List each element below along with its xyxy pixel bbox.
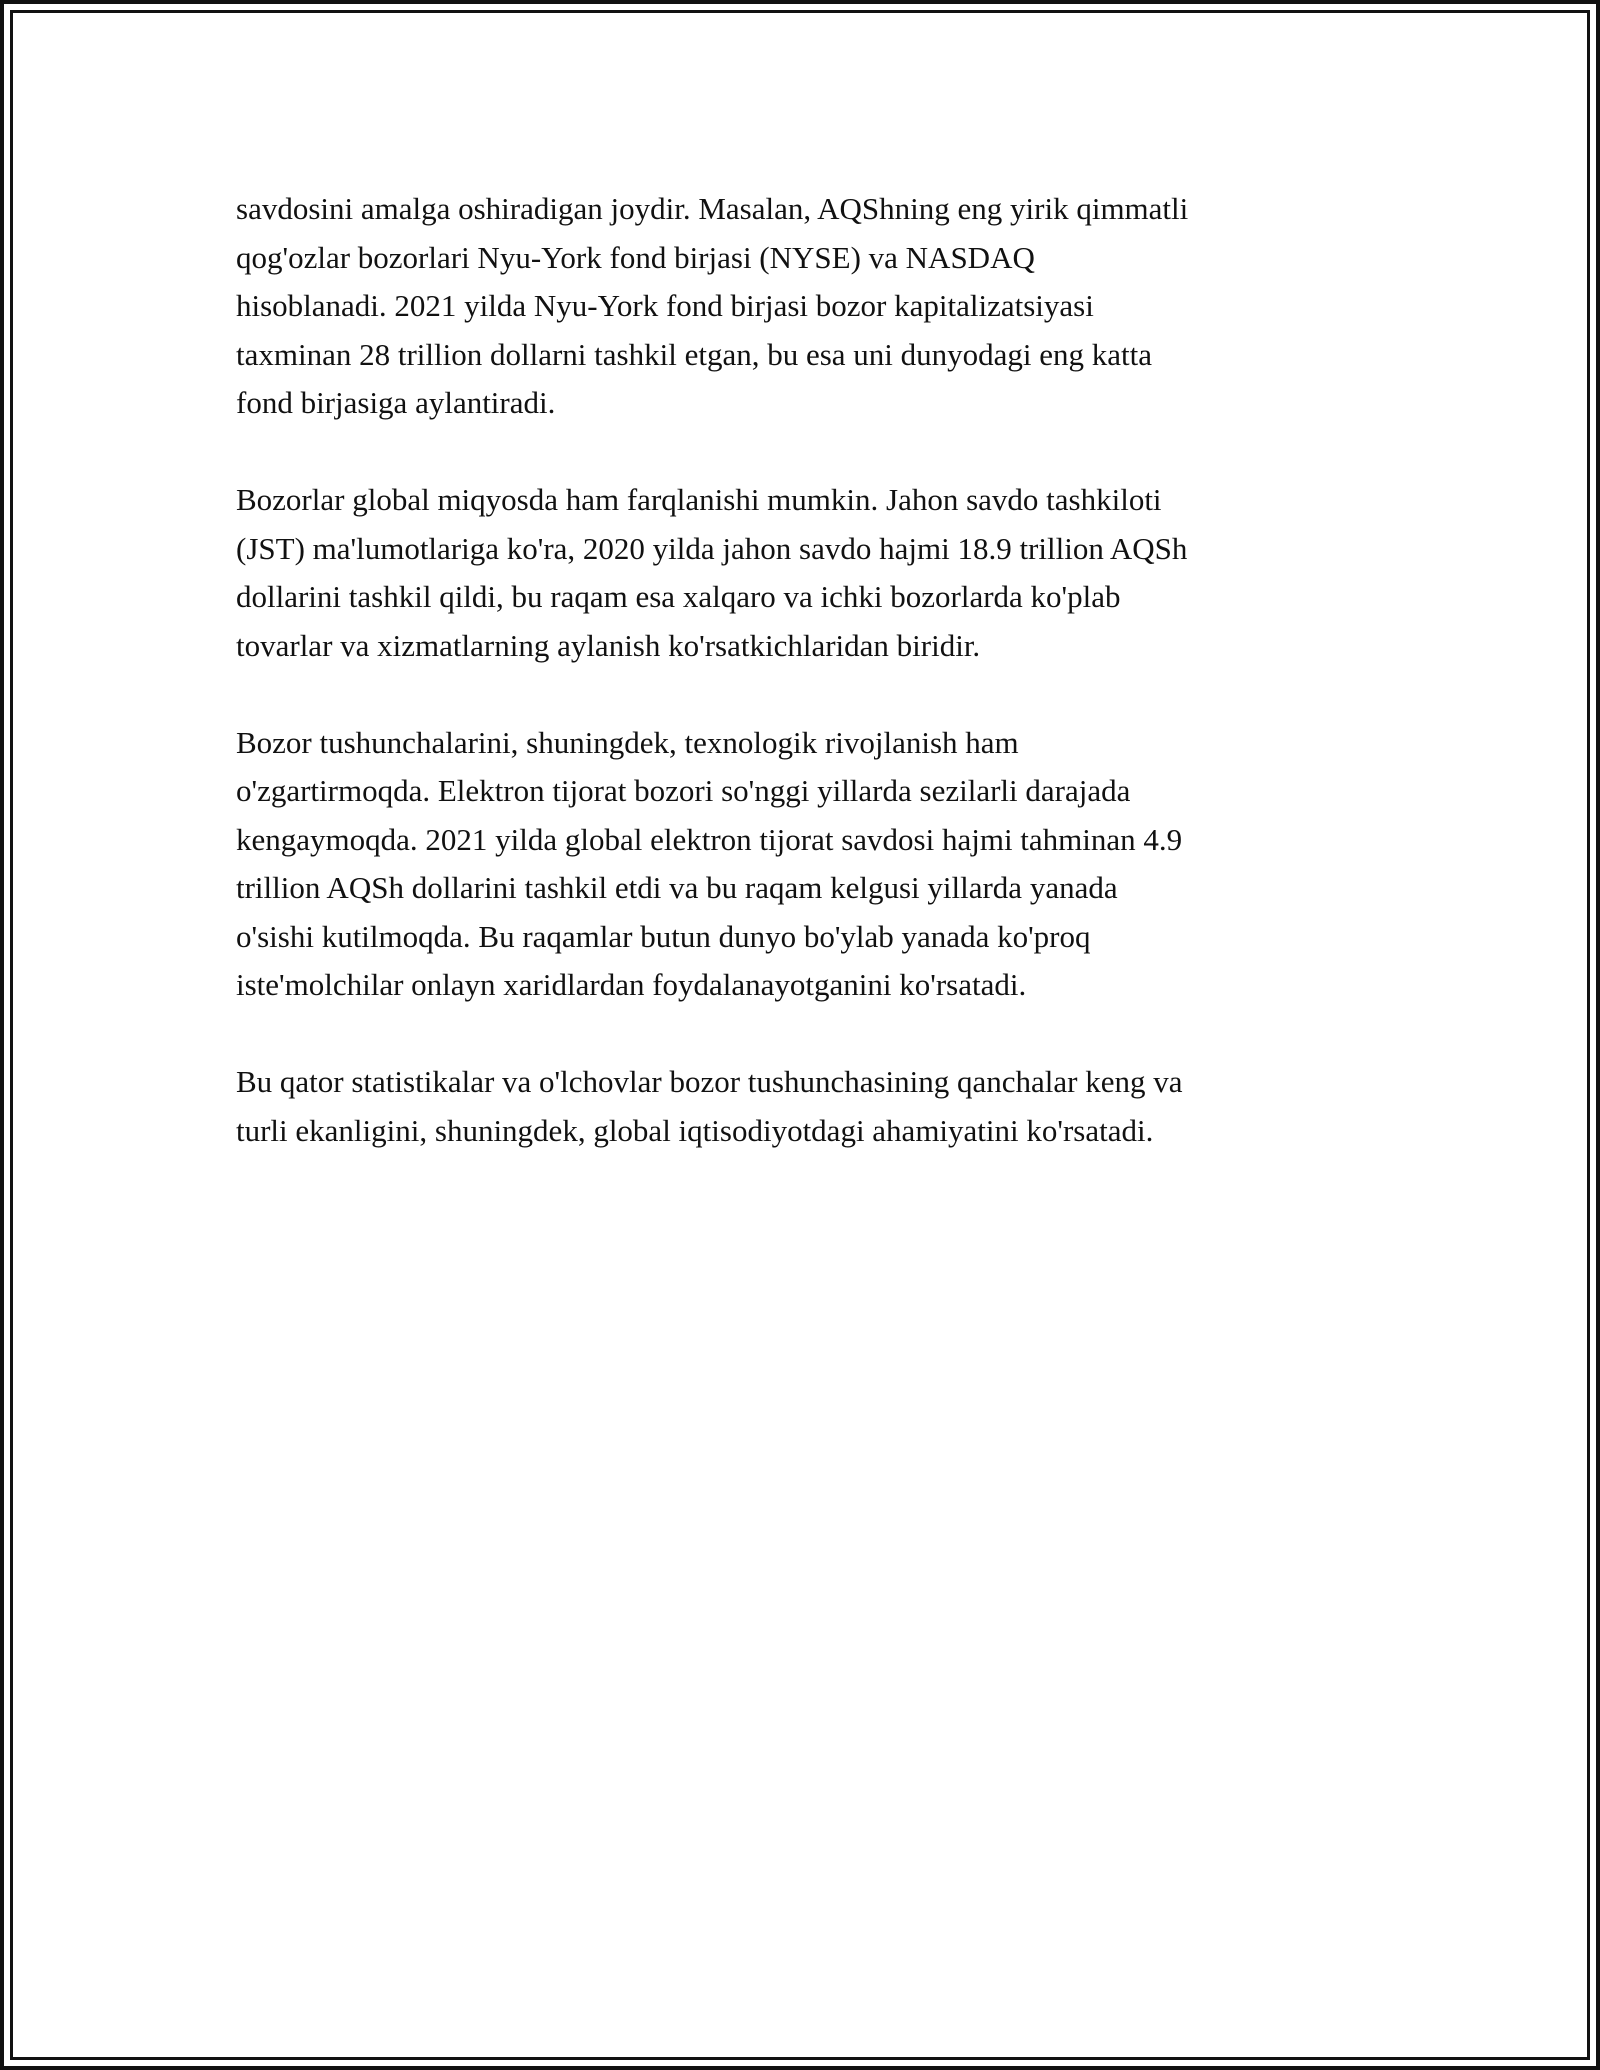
text-line: Bozorlar global miqyosda ham farqlanishi mumkin. Jahon savdo tashkiloti [236, 482, 1162, 517]
text-line: dollarini tashkil qildi, bu raqam esa xalqaro va ichki bozorlarda ko'plab [236, 579, 1121, 614]
text-line: o'zgartirmoqda. Elektron tijorat bozori so'nggi yillarda sezilarli darajada [236, 773, 1131, 808]
text-line: fond birjasiga aylantiradi. [236, 385, 556, 420]
paragraph-3 [236, 719, 1386, 1010]
text-line: savdosini amalga oshiradigan joydir. Masalan, AQShning eng yirik qimmatli [236, 191, 1189, 226]
text-line: turli ekanligini, shuningdek, global iqtisodiyotdagi ahamiyatini ko'rsatadi. [236, 1112, 1154, 1148]
text-line: o'sishi kutilmoqda. Bu raqamlar butun dunyo bo'ylab yanada ko'proq [236, 918, 1091, 954]
paragraph-4 [236, 1058, 1386, 1155]
text-line: Bozor tushunchalarini, shuningdek, texnologik rivojlanish ham [236, 724, 1019, 760]
paragraph-1 [236, 185, 1386, 428]
text-line: tovarlar va xizmatlarning aylanish ko'rsatkichlaridan biridir. [236, 627, 981, 663]
text-line: (JST) ma'lumotlariga ko'ra, 2020 yilda jahon savdo hajmi 18.9 trillion AQSh [236, 530, 1188, 566]
text-line: hisoblanadi. 2021 yilda Nyu-York fond birjasi bozor kapitalizatsiyasi [236, 288, 1094, 323]
paragraph-2 [236, 476, 1386, 670]
text-line: trillion AQSh dollarini tashkil etdi va bu raqam kelgusi yillarda yanada [236, 870, 1118, 905]
text-line: Bu qator statistikalar va o'lchovlar bozor tushunchasining qanchalar keng va [236, 1064, 1183, 1099]
text-line: iste'molchilar onlayn xaridlardan foydalanayotganini ko'rsatadi. [236, 967, 1027, 1002]
text-line: taxminan 28 trillion dollarni tashkil etgan, bu esa uni dunyodagi eng katta [236, 336, 1153, 372]
text-line: kengaymoqda. 2021 yilda global elektron tijorat savdosi hajmi tahminan 4.9 [236, 821, 1183, 857]
document-body [236, 185, 1386, 1204]
text-line: qog'ozlar bozorlari Nyu-York fond birjasi (NYSE) va NASDAQ [236, 239, 1035, 275]
